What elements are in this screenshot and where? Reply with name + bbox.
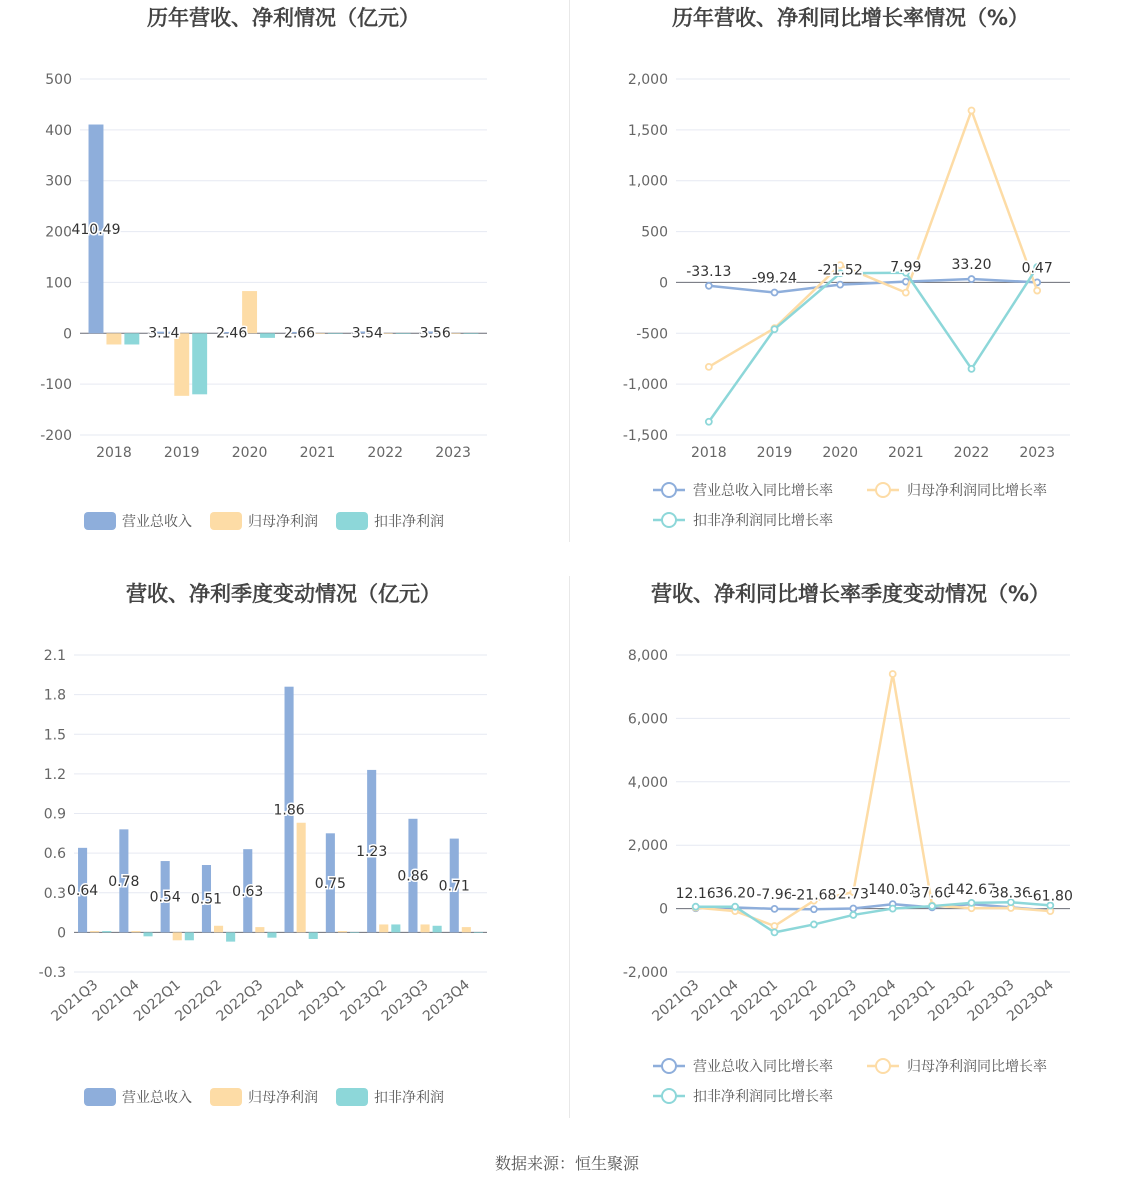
bar — [379, 924, 388, 932]
chart-title: 历年营收、净利情况（亿元） — [147, 6, 420, 30]
legend-label: 归母净利润同比增长率 — [907, 483, 1047, 499]
legend-swatch — [336, 512, 368, 530]
bar — [421, 924, 430, 932]
data-label: -7.96 — [756, 886, 793, 903]
x-tick-label: 2022Q3 — [807, 976, 860, 1025]
x-tick-label: 2021 — [299, 445, 336, 461]
divider — [569, 0, 570, 542]
panel-annual-bar — [0, 0, 567, 575]
data-label: -21.68 — [791, 887, 837, 904]
x-tick-label: 2021Q4 — [688, 976, 742, 1025]
y-tick-label: -0.3 — [38, 965, 66, 981]
legend-marker — [876, 1059, 890, 1073]
data-label: 1.86 — [273, 802, 305, 819]
annual-bar-chart — [0, 0, 567, 560]
bar — [124, 333, 139, 344]
y-tick-label: 1,000 — [627, 173, 668, 190]
point — [929, 903, 935, 909]
legend-label: 营业总收入 — [122, 514, 192, 530]
point — [772, 290, 778, 296]
x-tick-label: 2023Q3 — [378, 976, 432, 1025]
x-tick-label: 2023 — [1019, 445, 1055, 461]
point — [706, 364, 712, 370]
legend-label: 归母净利润同比增长率 — [907, 1059, 1047, 1075]
data-label: 0.47 — [1021, 260, 1053, 277]
bar — [462, 927, 471, 932]
x-tick-label: 2023Q3 — [964, 976, 1018, 1025]
legend-marker — [662, 513, 676, 527]
y-tick-label: -1,500 — [622, 428, 668, 444]
y-tick-label: -2,000 — [622, 965, 668, 981]
x-tick-label: 2022Q4 — [846, 976, 900, 1025]
bar — [309, 932, 318, 939]
series-line — [709, 111, 1037, 367]
y-tick-label: -1,000 — [622, 377, 668, 394]
y-tick-label: 0 — [659, 901, 668, 918]
data-label: -61.80 — [1027, 888, 1073, 905]
point — [811, 906, 817, 912]
divider — [569, 576, 570, 1118]
legend-marker — [662, 1089, 676, 1103]
data-label: 3.56 — [419, 325, 451, 342]
y-tick-label: 0 — [659, 275, 668, 292]
chart-title: 历年营收、净利同比增长率情况（%） — [671, 6, 1030, 30]
point — [1034, 288, 1040, 294]
point — [837, 282, 843, 288]
bar — [391, 924, 400, 932]
bar — [297, 823, 306, 933]
x-tick-label: 2019 — [756, 445, 793, 461]
data-label: 140.01 — [868, 882, 918, 899]
data-label: 38.36 — [990, 885, 1031, 902]
point — [890, 906, 896, 912]
panel-quarter-line — [567, 576, 1134, 1151]
x-tick-label: 2023 — [435, 445, 471, 461]
data-label: -99.24 — [751, 270, 798, 287]
bar — [185, 932, 194, 940]
data-label: 1.23 — [356, 844, 388, 861]
bar — [173, 932, 182, 940]
chart-title: 营收、净利季度变动情况（亿元） — [126, 582, 441, 606]
point — [890, 671, 896, 677]
bar — [328, 333, 343, 334]
x-tick-label: 2022Q3 — [213, 976, 267, 1025]
point — [850, 912, 856, 918]
data-label: 410.49 — [71, 221, 121, 238]
x-tick-label: 2023Q2 — [925, 976, 979, 1025]
y-tick-label: 0.3 — [43, 885, 66, 902]
y-tick-label: -100 — [40, 377, 72, 394]
legend-marker — [876, 483, 890, 497]
data-label: -33.13 — [686, 263, 732, 280]
data-label: 0.51 — [190, 891, 223, 908]
point — [772, 906, 778, 912]
x-tick-label: 2021Q3 — [48, 976, 102, 1025]
bar — [433, 926, 442, 933]
chart-title: 营收、净利同比增长率季度变动情况（%） — [650, 582, 1051, 606]
x-tick-label: 2022Q1 — [728, 976, 782, 1025]
x-tick-label: 2020 — [822, 445, 858, 461]
x-tick-label: 2019 — [163, 445, 200, 461]
data-label: 3.14 — [148, 325, 180, 342]
x-tick-label: 2023Q1 — [296, 976, 350, 1025]
data-label: 0.54 — [149, 889, 181, 906]
y-tick-label: -500 — [636, 326, 668, 343]
y-tick-label: 2,000 — [627, 72, 668, 88]
x-tick-label: 2023Q2 — [337, 976, 391, 1025]
data-label: 2.73 — [837, 886, 869, 903]
quarter-line-chart — [567, 576, 1134, 1136]
legend-label: 扣非净利润同比增长率 — [693, 513, 833, 529]
point — [811, 921, 817, 927]
legend-label: 扣非净利润 — [374, 1090, 444, 1106]
annual-line-chart — [567, 0, 1134, 560]
point — [772, 326, 778, 332]
bar — [226, 932, 235, 941]
bar — [174, 333, 189, 396]
x-tick-label: 2018 — [96, 445, 132, 461]
point — [772, 929, 778, 935]
y-tick-label: 100 — [45, 275, 72, 292]
point — [772, 923, 778, 929]
y-tick-label: 2.1 — [43, 648, 66, 664]
point — [969, 366, 975, 372]
x-tick-label: 2022Q4 — [254, 976, 308, 1025]
data-label: 36.20 — [715, 885, 756, 902]
y-tick-label: 6,000 — [627, 711, 668, 728]
y-tick-label: 200 — [45, 224, 72, 241]
legend-swatch — [210, 1088, 242, 1106]
legend-label: 扣非净利润 — [374, 514, 444, 530]
y-tick-label: 0.9 — [43, 806, 66, 823]
bar — [90, 931, 99, 932]
data-label: 0.64 — [66, 883, 99, 900]
data-label: 2.46 — [216, 325, 248, 342]
y-tick-label: 0 — [63, 326, 72, 343]
x-tick-label: 2021Q3 — [649, 976, 703, 1025]
point — [969, 108, 975, 114]
panel-quarter-bar — [0, 576, 567, 1151]
bar — [214, 926, 223, 933]
y-tick-label: 400 — [45, 122, 72, 139]
y-tick-label: 0 — [57, 925, 66, 942]
y-tick-label: 1,500 — [627, 122, 668, 139]
bar — [267, 932, 276, 937]
legend-swatch — [84, 512, 116, 530]
legend-label: 营业总收入 — [122, 1090, 192, 1106]
x-tick-label: 2023Q1 — [885, 976, 939, 1025]
data-label: -21.52 — [817, 262, 863, 279]
x-tick-label: 2022Q1 — [130, 976, 184, 1025]
legend-label: 归母净利润 — [248, 1090, 318, 1106]
y-tick-label: 1.5 — [43, 727, 66, 744]
legend-marker — [662, 1059, 676, 1073]
legend-label: 归母净利润 — [248, 514, 318, 530]
bar — [474, 932, 483, 933]
bar — [192, 333, 207, 394]
legend-label: 扣非净利润同比增长率 — [693, 1089, 833, 1105]
legend-swatch — [84, 1088, 116, 1106]
y-tick-label: 0.6 — [43, 846, 66, 863]
data-label: 33.20 — [951, 257, 992, 274]
legend-label: 营业总收入同比增长率 — [693, 1059, 833, 1075]
y-tick-label: 1.2 — [43, 766, 66, 783]
legend-swatch — [336, 1088, 368, 1106]
data-label: 0.71 — [438, 878, 470, 895]
point — [969, 900, 975, 906]
point — [850, 906, 856, 912]
legend-label: 营业总收入同比增长率 — [693, 483, 833, 499]
bar — [350, 932, 359, 933]
data-label: 3.54 — [351, 325, 383, 342]
y-tick-label: 1.8 — [43, 687, 66, 704]
data-label: 12.16 — [675, 886, 716, 903]
bar — [106, 333, 121, 344]
x-tick-label: 2020 — [231, 445, 268, 461]
data-label: 37.60 — [912, 885, 953, 902]
data-label: 2.66 — [283, 325, 316, 342]
quarter-bar-chart — [0, 576, 567, 1136]
point — [969, 276, 975, 282]
point — [706, 419, 712, 425]
bar — [464, 333, 479, 334]
point — [732, 904, 738, 910]
x-tick-label: 2022Q2 — [172, 976, 226, 1025]
bar — [143, 932, 152, 936]
x-tick-label: 2022 — [953, 445, 990, 461]
bar — [102, 931, 111, 932]
x-tick-label: 2023Q4 — [1004, 976, 1057, 1025]
y-tick-label: 500 — [641, 224, 668, 241]
data-label: 142.67 — [947, 882, 996, 899]
x-tick-label: 2018 — [691, 445, 727, 461]
y-tick-label: 8,000 — [627, 648, 668, 664]
y-tick-label: 300 — [45, 173, 72, 190]
x-tick-label: 2022Q2 — [767, 976, 821, 1025]
y-tick-label: 2,000 — [627, 838, 668, 855]
y-tick-label: 500 — [45, 72, 72, 88]
x-tick-label: 2023Q4 — [420, 976, 473, 1025]
x-tick-label: 2021 — [888, 445, 924, 461]
bar — [338, 931, 347, 932]
bar — [260, 333, 275, 338]
data-source: 数据来源：恒生聚源 — [494, 1154, 639, 1173]
legend-marker — [662, 483, 676, 497]
data-label: 0.63 — [232, 883, 264, 900]
point — [706, 283, 712, 289]
bar — [255, 927, 264, 932]
y-tick-label: 4,000 — [627, 774, 668, 791]
y-tick-label: -200 — [40, 428, 72, 444]
bar — [131, 931, 140, 932]
bar — [396, 333, 411, 334]
data-label: 7.99 — [890, 259, 922, 276]
data-label: 0.86 — [397, 868, 429, 885]
point — [903, 290, 909, 296]
data-label: 0.78 — [108, 873, 140, 890]
data-label: 0.75 — [314, 875, 346, 892]
x-tick-label: 2021Q4 — [89, 976, 143, 1025]
x-tick-label: 2022 — [367, 445, 404, 461]
legend-swatch — [210, 512, 242, 530]
point — [693, 904, 699, 910]
panel-annual-line — [567, 0, 1134, 575]
